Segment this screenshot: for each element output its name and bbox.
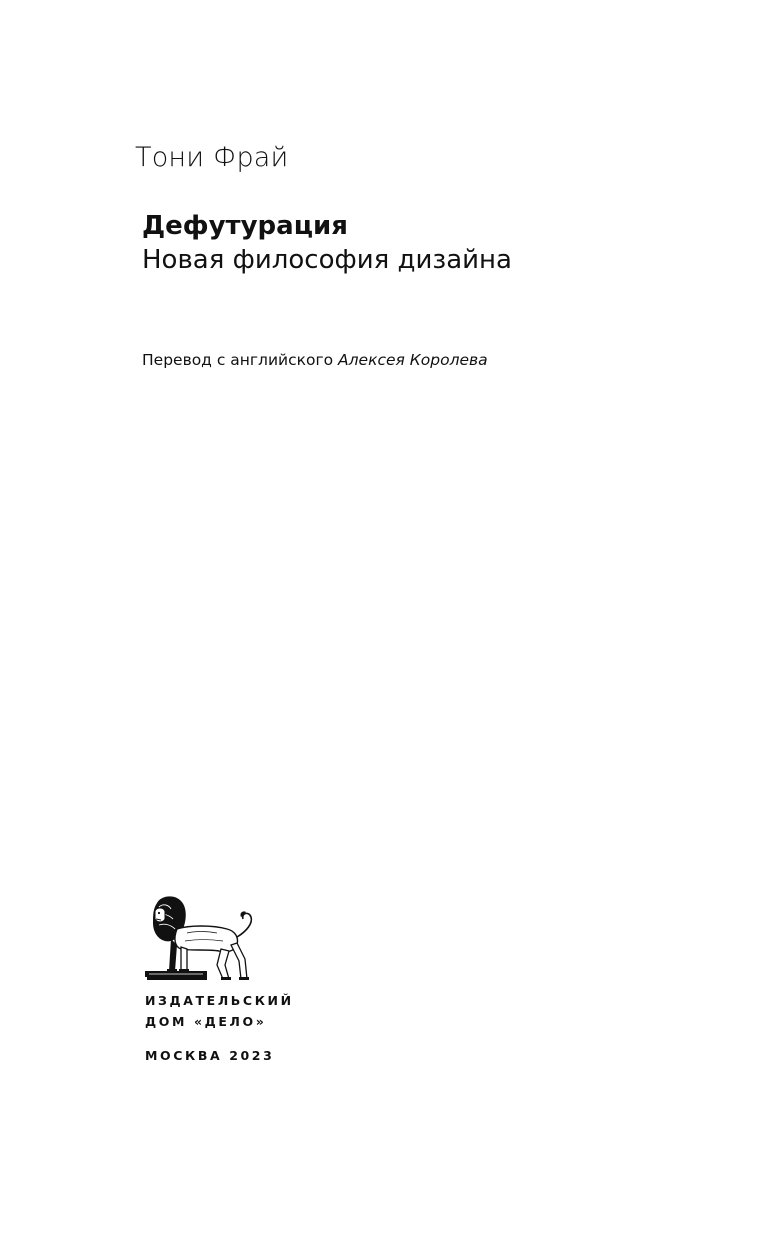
translator-name: Алексея Королева — [338, 351, 488, 369]
translator-credit — [142, 351, 488, 369]
publisher-line-2: ДОМ «ДЕЛО» — [145, 1014, 267, 1029]
translation-prefix: Перевод с английского — [142, 351, 334, 369]
author-name: Тони Фрай — [135, 142, 289, 173]
imprint-city-year: МОСКВА 2023 — [145, 1048, 275, 1063]
publisher-name — [145, 990, 294, 1032]
book-title: Дефутурация — [142, 211, 348, 241]
publisher-line-1: ИЗДАТЕЛЬСКИЙ — [145, 993, 294, 1008]
title-block — [142, 209, 512, 277]
lion-on-books-icon — [143, 893, 261, 985]
book-subtitle: Новая философия дизайна — [142, 245, 512, 275]
